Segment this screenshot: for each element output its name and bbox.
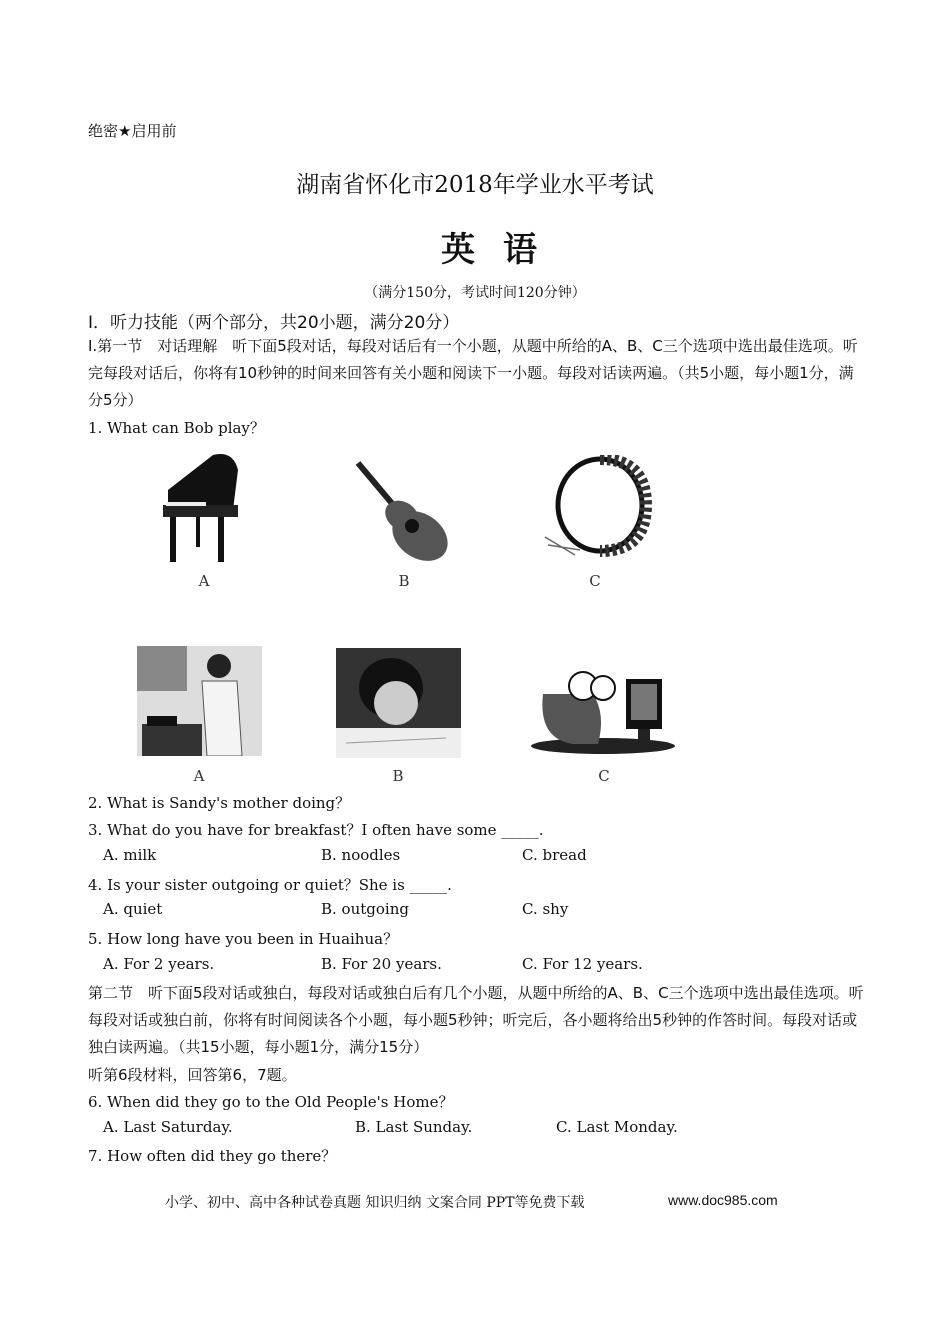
q4-option-c: C. shy: [522, 900, 569, 918]
q4-option-a: A. quiet: [103, 900, 163, 918]
part1-intro: Ⅰ.第一节 对话理解 听下面5段对话，每段对话后有一个小题，从题中所给的A、B、C三个选项中选出最佳选项。听完每段对话后，你将有10秒钟的时间来回答有关小题和阅读下一小题。每段对话读两遍。（共5小题，每小题1分，满分5分）: [88, 337, 858, 409]
exam-title: 湖南省怀化市2018年学业水平考试: [296, 172, 654, 198]
question-2: 2. What is Sandy's mother doing？: [88, 794, 351, 812]
question-5: 5. How long have you been in Huaihua？: [88, 930, 399, 948]
q1-label-c: C: [589, 572, 601, 590]
question-6: 6. When did they go to the Old People's Home？: [88, 1093, 454, 1111]
section1-heading: Ⅰ．听力技能（两个部分，共20小题，满分20分）: [88, 313, 460, 333]
q3-option-c: C. bread: [522, 846, 587, 864]
score-info: （满分150分，考试时间120分钟）: [364, 285, 586, 301]
material-6-note: 听第6段材料，回答第6，7题。: [88, 1066, 297, 1084]
reading-picture: [336, 648, 461, 758]
question-4: 4. Is your sister outgoing or quiet？She is _____.: [88, 876, 452, 894]
q3-option-b: B. noodles: [321, 846, 401, 864]
subject-title: 英语: [441, 230, 565, 270]
watching-tv-picture: [528, 664, 678, 756]
q1-label-b: B: [398, 572, 410, 590]
q1-label-a: A: [198, 572, 210, 590]
q5-option-c: C. For 12 years.: [522, 955, 643, 973]
cooking-picture: [137, 646, 262, 756]
secret-label: 绝密★启用前: [88, 122, 177, 140]
footer-link[interactable]: www.doc985.com: [668, 1192, 778, 1208]
q2-label-a: A: [193, 767, 205, 785]
part2-intro: 第二节 听下面5段对话或独白，每段对话或独白后有几个小题，从题中所给的A、B、C三个选项中选出最佳选项。听每段对话或独白前，你将有时间阅读各个小题，每小题5秒钟；听完后，各小题将给出5秒钟的作答时间。每段对话或独白读两遍。（共15小题，每小题1分，满分15分）: [88, 984, 864, 1056]
q4-option-b: B. outgoing: [321, 900, 409, 918]
question-1: 1. What can Bob play？: [88, 419, 265, 437]
q2-label-b: B: [392, 767, 404, 785]
guitar-picture: [350, 458, 455, 563]
q6-option-b: B. Last Sunday.: [355, 1118, 473, 1136]
drum-picture: [540, 455, 652, 567]
q2-label-c: C: [598, 767, 610, 785]
footer-text: 小学、初中、高中各种试卷真题 知识归纳 文案合同 PPT等免费下载: [165, 1195, 585, 1211]
question-3: 3. What do you have for breakfast？I often have some _____.: [88, 821, 544, 839]
q5-option-b: B. For 20 years.: [321, 955, 442, 973]
q3-option-a: A. milk: [103, 846, 157, 864]
q6-option-c: C. Last Monday.: [556, 1118, 678, 1136]
q6-option-a: A. Last Saturday.: [103, 1118, 233, 1136]
q5-option-a: A. For 2 years.: [103, 955, 215, 973]
piano-picture: [158, 450, 248, 565]
question-7: 7. How often did they go there？: [88, 1147, 337, 1165]
